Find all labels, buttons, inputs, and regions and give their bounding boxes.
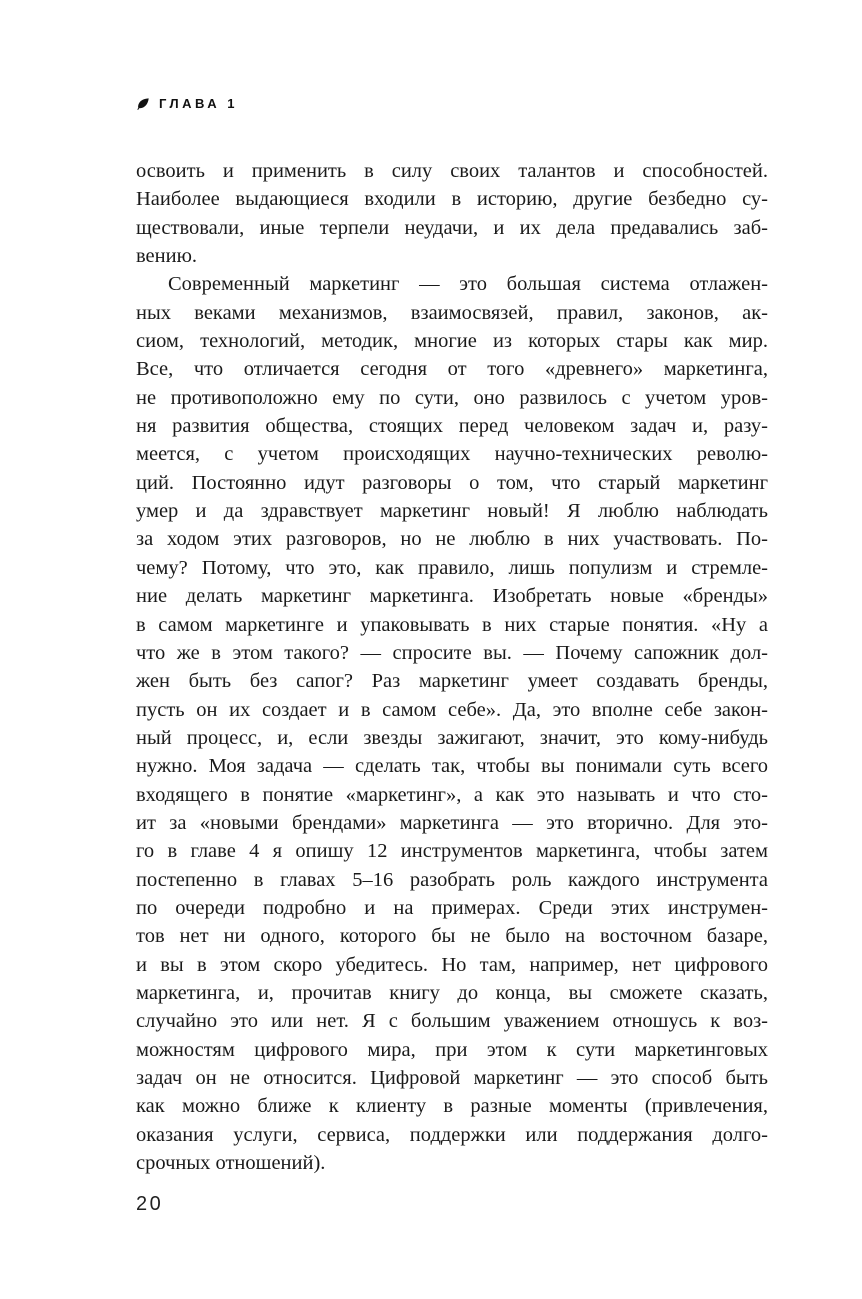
text-line: ций. Постоянно идут разговоры о том, что старый маркетинг [136, 471, 768, 494]
text-line: Современный маркетинг — это большая система отлажен- [168, 273, 768, 296]
text-line: Наиболее выдающиеся входили в историю, другие безбедно су- [136, 188, 768, 211]
text-line: Все, что отличается сегодня от того «древнего» маркетинга, [136, 358, 768, 381]
text-line: ня развития общества, стоящих перед человеком задач и, разу- [136, 415, 768, 438]
text-line: входящего в понятие «маркетинг», а как это называть и что сто- [136, 783, 768, 806]
text-line: что же в этом такого? — спросите вы. — Почему сапожник дол- [136, 641, 768, 664]
text-line: пусть он их создает и в самом себе». Да, это вполне себе закон- [136, 698, 768, 721]
text-line: не противоположно ему по сути, оно развилось с учетом уров- [136, 386, 768, 409]
text-line: ный процесс, и, если звезды зажигают, значит, это кому-нибудь [136, 726, 768, 749]
text-line: жен быть без сапог? Раз маркетинг умеет создавать бренды, [136, 670, 768, 693]
body-text [136, 157, 768, 1177]
text-line: постепенно в главах 5–16 разобрать роль каждого инструмента [136, 868, 768, 891]
text-line: маркетинга, и, прочитав книгу до конца, вы сможете сказать, [136, 981, 768, 1004]
text-line: вению. [136, 245, 198, 268]
text-line: меется, с учетом происходящих научно-технических револю- [136, 443, 768, 466]
chapter-label: ГЛАВА 1 [159, 96, 239, 111]
text-line: освоить и применить в силу своих талантов и способностей. [136, 160, 768, 182]
text-line: сиом, технологий, методик, многие из которых стары как мир. [136, 330, 768, 353]
text-line: как можно ближе к клиенту в разные моменты (привлечения, [136, 1095, 768, 1118]
text-line: срочных отношений). [136, 1152, 326, 1175]
text-line: ных веками механизмов, взаимосвязей, правил, законов, ак- [136, 301, 768, 324]
text-line: го в главе 4 я опишу 12 инструментов маркетинга, чтобы затем [136, 840, 768, 863]
text-line: по очереди подробно и на примерах. Среди этих инструмен- [136, 896, 768, 919]
text-line: чему? Потому, что это, как правило, лишь популизм и стремле- [136, 556, 768, 579]
text-line: и вы в этом скоро убедитесь. Но там, например, нет цифрового [136, 953, 768, 976]
text-line: ние делать маркетинг маркетинга. Изобретать новые «бренды» [136, 585, 768, 608]
text-line: в самом маркетинге и упаковывать в них старые понятия. «Ну а [136, 613, 768, 636]
text-line: нужно. Моя задача — сделать так, чтобы вы понимали суть всего [136, 755, 768, 778]
text-line: ит за «новыми брендами» маркетинга — это вторично. Для это- [136, 811, 768, 834]
text-line: тов нет ни одного, которого бы не было на восточном базаре, [136, 925, 768, 948]
text-line: оказания услуги, сервиса, поддержки или поддержания долго- [136, 1123, 768, 1146]
chapter-header [136, 96, 238, 111]
text-line: ществовали, иные терпели неудачи, и их дела предавались заб- [136, 216, 768, 239]
text-line: за ходом этих разговоров, но не люблю в них участвовать. По- [136, 528, 768, 551]
text-line: можностям цифрового мира, при этом к сути маркетинговых [136, 1038, 768, 1061]
leaf-icon [136, 97, 150, 111]
text-line: случайно это или нет. Я с большим уважением отношусь к воз- [136, 1010, 768, 1033]
text-line: умер и да здравствует маркетинг новый! Я люблю наблюдать [136, 500, 768, 523]
page-number: 20 [136, 1193, 164, 1215]
text-line: задач он не относится. Цифровой маркетинг — это способ быть [136, 1067, 768, 1089]
